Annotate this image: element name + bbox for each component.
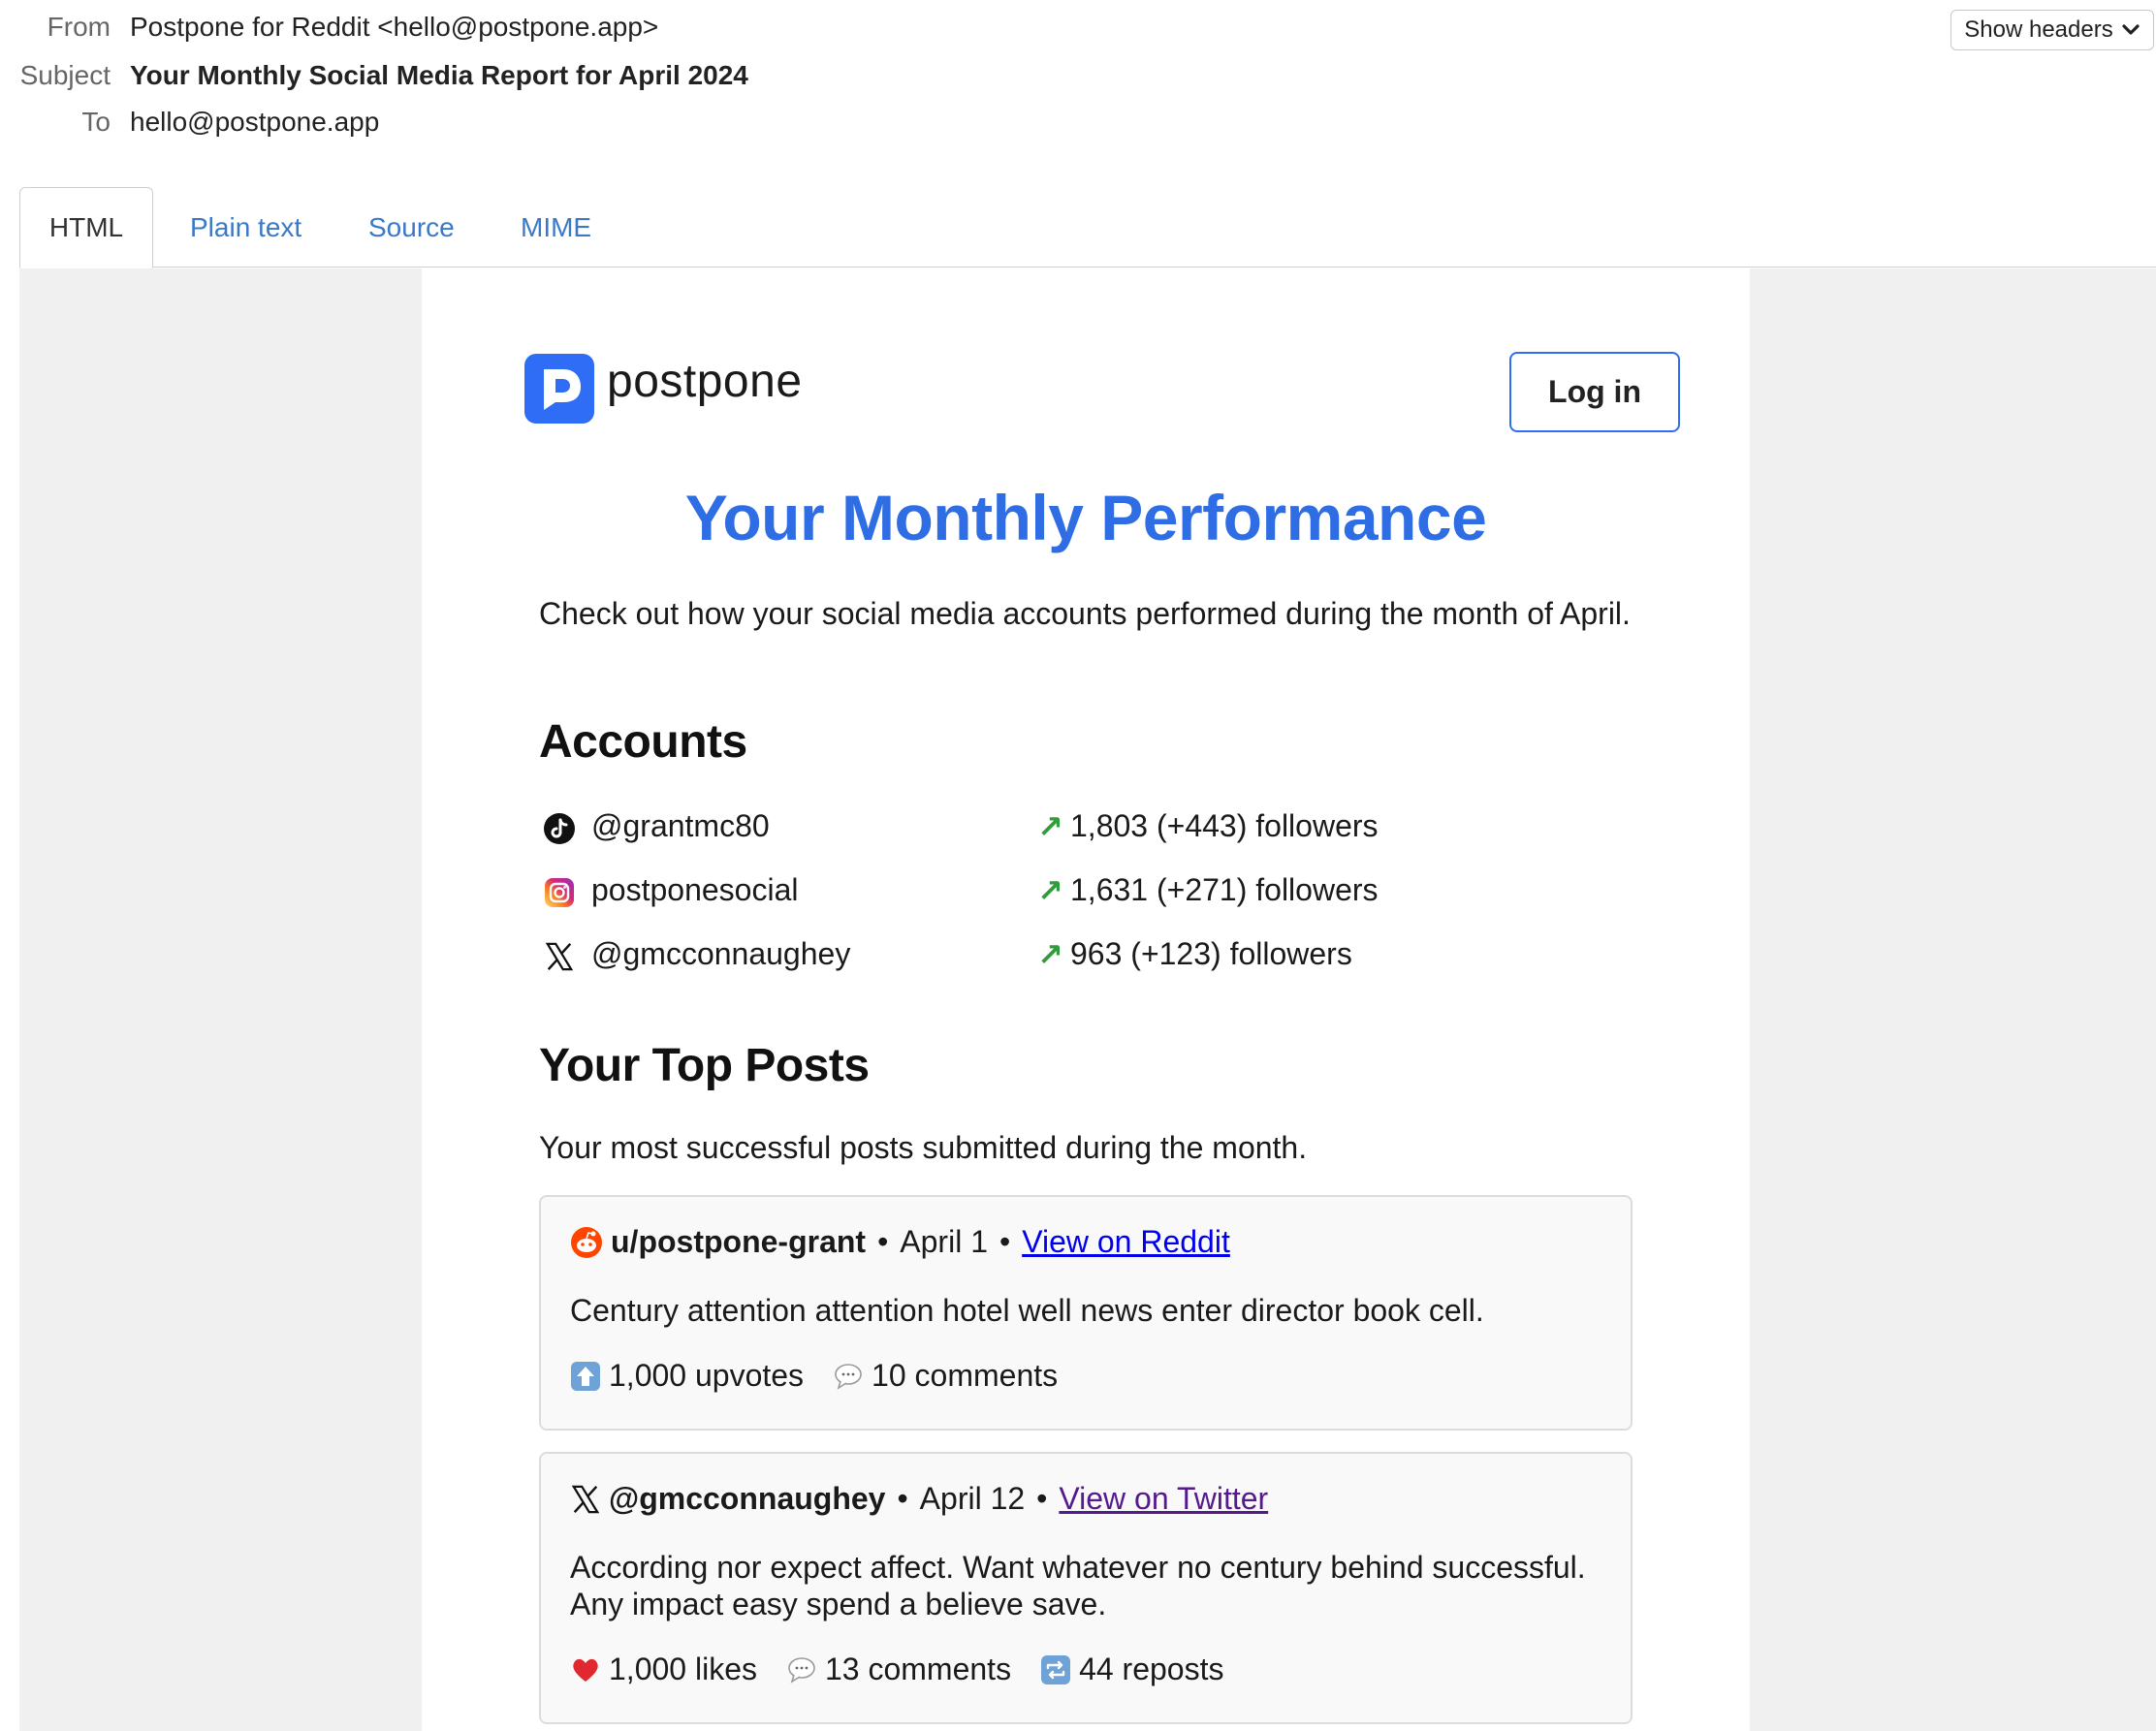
account-followers: 1,631 (+271) followers [1070,872,1379,907]
view-on-reddit-link[interactable]: View on Reddit [1022,1224,1230,1259]
view-tabs [19,187,2156,268]
heart-icon [570,1654,601,1685]
tab-mime[interactable] [521,187,591,268]
tab-plain-text[interactable] [190,187,301,268]
comments-label: 10 comments [872,1358,1059,1393]
post-author: u/postpone-grant [611,1224,867,1259]
account-handle: @grantmc80 [591,808,770,843]
post-stats [570,1358,1087,1394]
account-handle: postponesocial [591,872,799,907]
tab-html[interactable] [19,187,153,268]
tab-source-label: Source [368,212,455,242]
post-card [539,1452,1633,1724]
separator: • [897,1481,908,1516]
account-row [539,934,1634,977]
trend-up-icon: ↗ [1037,937,1063,972]
upvotes-label: 1,000 upvotes [609,1358,805,1393]
upvote-icon [570,1361,601,1392]
reposts-stat [1040,1652,1223,1687]
post-text: According nor expect affect. Want whatever no century behind successful. Any impact easy spend a believe save. [570,1550,1586,1621]
account-followers: 963 (+123) followers [1070,936,1352,971]
account-followers: 1,803 (+443) followers [1070,808,1379,843]
post-date: April 12 [919,1481,1026,1516]
separator: • [999,1224,1011,1259]
subject-label: Subject [19,60,111,90]
chevron-down-icon [2121,20,2140,40]
to-label: To [81,107,111,137]
reposts-label: 44 reposts [1079,1652,1224,1686]
instagram-icon [543,876,576,909]
to-value: hello@postpone.app [130,107,380,137]
separator: • [877,1224,889,1259]
top-posts-heading: Your Top Posts [539,1040,870,1091]
tiktok-icon [543,812,576,845]
trend-up-icon: ↗ [1037,873,1063,908]
from-label: From [47,12,111,42]
post-author: @gmcconnaughey [609,1481,886,1516]
top-posts-subtitle: Your most successful posts submitted during the month. [539,1130,1308,1165]
comments-label: 13 comments [824,1652,1012,1686]
post-header [570,1224,1230,1260]
trend-up-icon: ↗ [1037,809,1063,844]
account-row [539,806,1634,849]
tab-html-label: HTML [48,212,124,242]
comment-icon [786,1654,817,1685]
login-button[interactable]: Log in [1509,352,1680,432]
accounts-heading: Accounts [539,716,747,768]
post-date: April 1 [900,1224,988,1259]
upvotes-stat [570,1358,804,1394]
from-row [0,12,658,43]
separator: • [1036,1481,1048,1516]
subject-row [0,60,748,91]
post-text: Century attention attention hotel well news enter director book cell. [570,1293,1484,1328]
post-stats [570,1652,1252,1687]
show-headers-button[interactable] [1950,10,2154,50]
likes-stat [570,1652,757,1687]
tab-mime-label: MIME [521,212,592,242]
to-row [0,107,379,138]
x-icon [543,940,576,973]
comments-stat [833,1358,1058,1394]
account-handle: @gmcconnaughey [591,936,851,971]
tab-plain-text-label: Plain text [190,212,302,242]
comments-stat [786,1652,1011,1687]
view-on-twitter-link[interactable]: View on Twitter [1059,1481,1269,1516]
from-value: Postpone for Reddit <hello@postpone.app> [130,12,659,42]
repost-icon [1040,1654,1071,1685]
reddit-icon [570,1226,603,1259]
report-intro: Check out how your social media accounts performed during the month of April. [539,596,1631,631]
subject-value: Your Monthly Social Media Report for April 2024 [130,60,748,90]
tab-source[interactable] [368,187,455,268]
report-headline: Your Monthly Performance [684,482,1487,553]
show-headers-label: Show headers [1964,16,2113,43]
account-row [539,870,1634,913]
x-icon [570,1484,601,1515]
brand-name: postpone [607,356,803,407]
comment-icon [833,1361,864,1392]
post-header [570,1481,1268,1517]
likes-label: 1,000 likes [609,1652,757,1686]
post-card [539,1195,1633,1431]
postpone-logo-icon [524,354,594,424]
